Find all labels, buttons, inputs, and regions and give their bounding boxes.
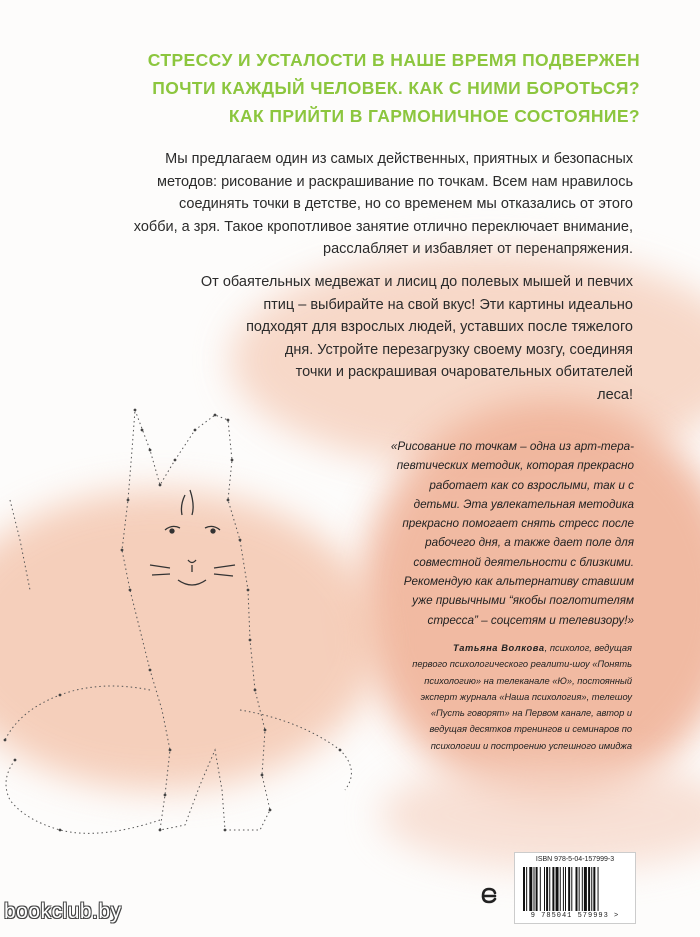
barcode-bar (544, 867, 545, 911)
headline (100, 46, 640, 130)
isbn-number: ISBN 978-5-04-157999-3 (535, 856, 615, 863)
body-paragraph-2 (93, 271, 633, 406)
barcode-bar (576, 867, 578, 911)
quote-line: певтических методик, которая прекрасно (396, 459, 634, 473)
barcode-bar (529, 867, 532, 911)
dot-to-dot-fox-illustration (0, 390, 380, 890)
body-line: Мы предлагаем один из самых действенных, приятных и безопасных (165, 151, 633, 167)
barcode-bar (582, 867, 583, 911)
body-line: хобби, а зря. Такое кропотливое занятие отлично переключает внимание, (133, 218, 633, 235)
barcode-bar (556, 867, 559, 911)
body-line: расслабляет и избавляет от перенапряжения. (323, 241, 633, 257)
barcode-bar (588, 867, 590, 911)
attribution-line: ведущая десятков тренингов и семинаров по (429, 724, 632, 735)
barcode-bar (552, 867, 554, 911)
barcode-bar (579, 867, 580, 911)
barcode-bar (536, 867, 538, 911)
barcode-bar (591, 867, 592, 911)
quote-line: уже привычными “якобы поглотителям (412, 594, 634, 608)
attribution-line: первого психологического реалити-шоу «Понять (412, 659, 632, 670)
body-line: соединять точки в детстве, но со временем мы отказались от этого (178, 196, 633, 212)
barcode-bar (523, 867, 525, 911)
barcode-bars (523, 867, 627, 911)
body-paragraph-1 (93, 148, 633, 261)
barcode-bar (568, 867, 570, 911)
barcode-bar (540, 867, 541, 911)
body-line: птиц – выбирайте на свой вкус! Эти картины идеально (263, 296, 633, 313)
quote-line: прекрасно помогает снять стресс после (402, 517, 634, 531)
body-line: От обаятельных медвежат и лисиц до полевых мышей и певчих (200, 274, 633, 290)
barcode-bar (571, 867, 572, 911)
barcode-bar (526, 867, 527, 911)
quote-line: детьми. Эта увлекательная методика (413, 497, 634, 511)
attribution-line: психологии и построению успешного имиджа (430, 740, 632, 751)
headline-line: ПОЧТИ КАЖДЫЙ ЧЕЛОВЕК. КАК С НИМИ БОРОТЬСЯ? (152, 78, 640, 98)
body-line: точки и раскрашивая очаровательных обитателей (295, 364, 633, 380)
publisher-logo-icon (478, 884, 500, 906)
quote-line: совместной деятельности с близкими. (413, 555, 634, 569)
barcode-bar (593, 867, 595, 911)
barcode-bar (598, 867, 599, 911)
headline-line: КАК ПРИЙТИ В ГАРМОНИЧНОЕ СОСТОЯНИЕ? (228, 106, 640, 126)
barcode-bar (534, 867, 535, 911)
body-line: методов: рисование и раскрашивание по точкам. Всем нам нравилось (157, 173, 633, 190)
barcode-bar (560, 867, 561, 911)
barcode-bar (584, 867, 587, 911)
barcode-bar (563, 867, 564, 911)
body-line: подходят для взрослых людей, уставших после тяжелого (246, 319, 633, 335)
attribution-line: «Пусть говорят» на Первом канале, автор и (430, 708, 632, 719)
quote-attribution (378, 640, 632, 754)
headline-line: СТРЕССУ И УСТАЛОСТИ В НАШЕ ВРЕМЯ ПОДВЕРЖЕН (147, 50, 640, 70)
expert-quote (372, 437, 634, 630)
attribution-line: эксперт журнала «Наша психология», телешоу (420, 691, 632, 702)
watermark: bookclub.by (4, 900, 122, 923)
quote-line: стресса” – соцсетям и телевизору!» (427, 613, 634, 627)
attribution-role: , психолог, ведущая (544, 643, 632, 653)
quote-line: Рекомендую как альтернативу ставшим (403, 575, 634, 589)
ean-digits: 9 785041 579993 > (530, 912, 620, 920)
barcode-bar (546, 867, 548, 911)
barcode-bar (565, 867, 566, 911)
body-line: дня. Устройте перезагрузку своему мозгу, соединяя (284, 341, 633, 358)
quote-line: рабочего дня, а также дает поле для (425, 536, 634, 550)
attribution-name: Татьяна Волкова (452, 643, 545, 653)
quote-line: «Рисование по точкам – одна из арт-тера- (390, 440, 634, 453)
quote-line: работает как со взрослыми, так и с (429, 478, 634, 492)
isbn-barcode (514, 852, 636, 924)
barcode-bar (549, 867, 550, 911)
attribution-line: психологию» на телеканале «Ю», постоянный (424, 675, 632, 686)
body-line: леса! (597, 386, 633, 403)
